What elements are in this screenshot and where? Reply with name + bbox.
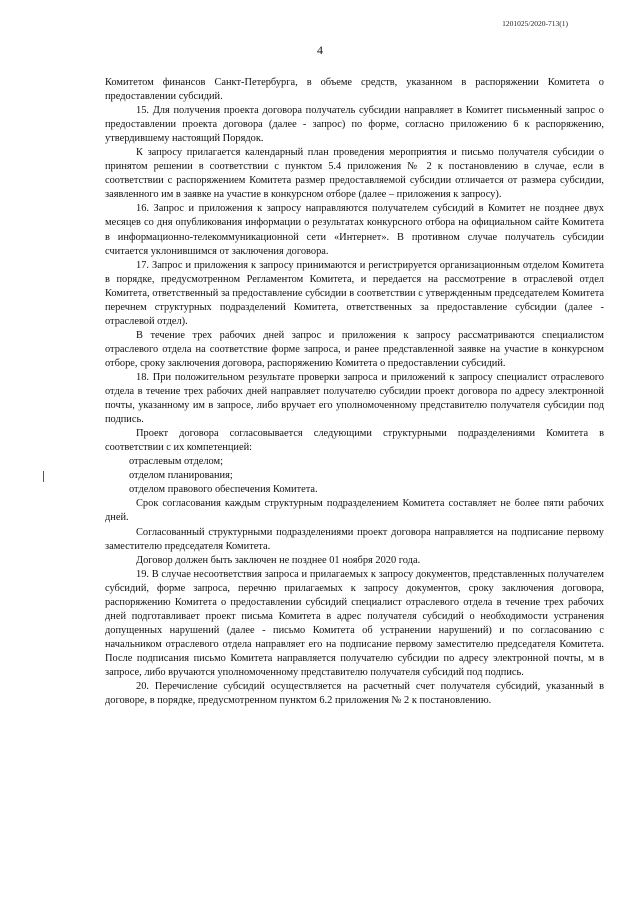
- paragraph-18: 18. При положительном результате проверки запроса и приложений к запросу специалист отраслевого отдела в течение трех рабочих дней направляет получателю субсидии проект договора по адресу электронной почты, указанному им в запросе, либо вручает его уполномоченному представителю получателя субсидии под подпись.: [105, 371, 604, 426]
- paragraph-continuation: Комитетом финансов Санкт-Петербурга, в объеме средств, указанном в распоряжении Комитета о предоставлении субсидий.: [105, 77, 604, 103]
- paragraph-request-attachments: К запросу прилагается календарный план проведения мероприятия и письмо получателя субсидии о принятом решении в соответствии с пунктом 5.4 приложения № 2 к постановлению в случае, если в соответствии с распоряжением Комитета размер предоставляемой субсидии отличается от размера субсидии, заявленного им в заявке на участие в конкурсном отборе (далее – приложения к запросу).: [105, 147, 604, 201]
- paragraph-review-period: В течение трех рабочих дней запрос и приложения к запросу рассматриваются специалистом отраслевого отдела на соответствие форме запроса, и ранее представленной заявке на участие в конкурсном отборе, сроку заключения договора, распоряжению Комитета о предоставлении субсидий.: [105, 329, 604, 369]
- list-item-planning-dept: отделом планирования;: [129, 470, 233, 482]
- paragraph-19: 19. В случае несоответствия запроса и прилагаемых к запросу документов, представленных получателем субсидий, форме запроса, перечню прилагаемых к запросу документов, сроку заключения договора, распоряжению Комитета о предоставлении субсидий специалист отраслевого отдела в течение трех рабочих дней подготавливает проект письма Комитета в адрес получателя субсидий о необходимости устранения допущенных нарушений (далее - письмо Комитета об устранении нарушений) и по согласованию с начальником отраслевого отдела направляет его на подписание первому заместителю председателя Комитета. После подписания письмо Комитета направляется получателю субсидии по адресу электронной почты, м в запросе, либо вручаются уполномоченному представителю получателя субсидий под подпись.: [105, 568, 604, 678]
- margin-mark: [43, 471, 44, 482]
- document-body: [105, 76, 604, 708]
- list-item-industry-dept: отраслевым отделом;: [129, 456, 224, 468]
- paragraph-16: 16. Запрос и приложения к запросу направляются получателем субсидий в Комитет не позднее двух месяцев со дня опубликования информации о результатах конкурсного отбора на официальном сайте Комитета в информационно-телекоммуникационной сети «Интернет». В противном случае получатель субсидии считается уклонившимся от заключения договора.: [105, 203, 604, 257]
- page-number: 4: [317, 43, 323, 57]
- list-item-legal-dept: отделом правового обеспечения Комитета.: [129, 484, 318, 496]
- paragraph-deadline: Договор должен быть заключен не позднее 01 ноября 2020 года.: [136, 554, 421, 566]
- paragraph-approval: Проект договора согласовывается следующими структурными подразделениями Комитета в соответствии с их компетенцией:: [105, 428, 604, 454]
- paragraph-approval-term: Срок согласования каждым структурным подразделением Комитета составляет не более пяти рабочих дней.: [105, 498, 604, 524]
- paragraph-20: 20. Перечисление субсидий осуществляется на расчетный счет получателя субсидий, указанный в договоре, в порядке, предусмотренном пунктом 6.2 приложения № 2 к постановлению.: [105, 681, 604, 707]
- document-id: 1201025/2020-713(1): [502, 19, 568, 28]
- paragraph-15: 15. Для получения проекта договора получатель субсидии направляет в Комитет письменный запрос о предоставлении проекта договора (далее - запрос) по форме, согласно приложению 6 к распоряжению, утвердившему настоящий Порядок.: [105, 105, 604, 145]
- paragraph-signing: Согласованный структурными подразделениями проект договора направляется на подписание первому заместителю председателя Комитета.: [105, 526, 604, 552]
- paragraph-17: 17. Запрос и приложения к запросу принимаются и регистрируется организационным отделом Комитета в порядке, предусмотренном Регламентом Комитета, и передается на рассмотрение в отраслевой отдел Комитета, ответственный за предоставление субсидии в соответствии с утвержденным председателем Комитета перечнем структурных подразделений Комитета, ответственных за предоставление субсидии (далее - отраслевой отдел).: [105, 259, 604, 327]
